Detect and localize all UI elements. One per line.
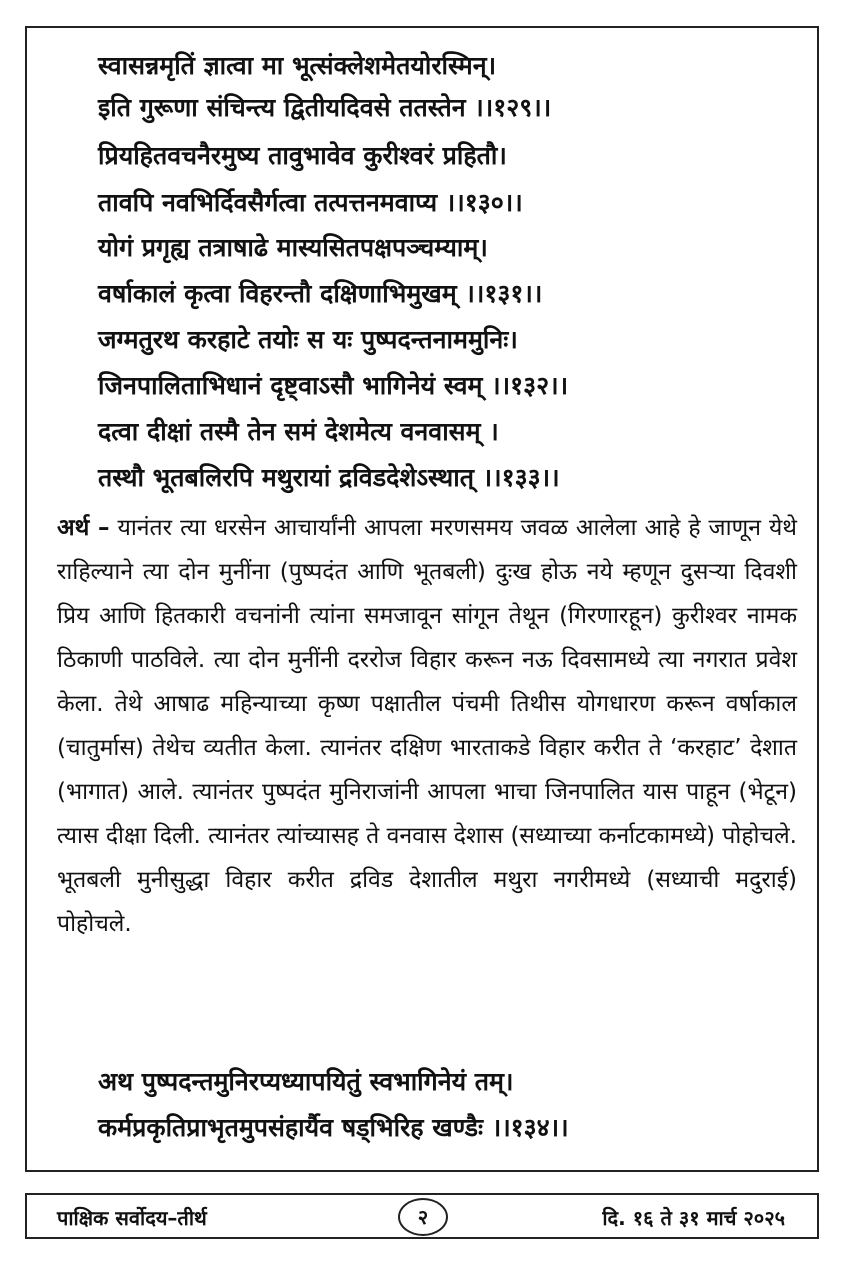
verse-line: तावपि नवभिर्दिवसैर्गत्वा तत्पत्तनमवाप्य ।।१३०।। (98, 188, 523, 217)
verse-line: जिनपालिताभिधानं दृष्ट्वाऽसौ भागिनेयं स्वम् ।।१३२।। (98, 371, 569, 400)
verse-line: इति गुरूणा संचिन्त्य द्वितीयदिवसे ततस्तेन ।।१२९।। (98, 93, 552, 122)
meaning-text: यानंतर त्या धरसेन आचार्यांनी आपला मरणसमय जवळ आलेला आहे हे जाणून येथे राहिल्याने त्या दोन मुनींना (पुष्पदंत आणि भूतबली) दुःख होऊ नये म्हणून दुसऱ्या दिवशी प्रिय आणि हितकारी वचनांनी त्यांना समजावून सांगून तेथून (गिरणारहून) कुरीश्वर नामक ठिकाणी पाठविले. त्या दोन मुनींनी दररोज विहार करून नऊ दिवसामध्ये त्या नगरात प्रवेश केला. तेथे आषाढ महिन्याच्या कृष्ण पक्षातील पंचमी तिथीस योगधारण करून वर्षाकाल (चातुर्मास) तेथेच व्यतीत केला. त्यानंतर दक्षिण भारताकडे विहार करीत ते ‘करहाट’ देशात (भागात) आले. त्यानंतर पुष्पदंत मुनिराजांनी आपला भाचा जिनपालित यास पाहून (भेटून) त्यास दीक्षा दिली. त्यानंतर त्यांच्यासह ते वनवास देशास (सध्याच्या कर्नाटकामध्ये) पोहोचले. भूतबली मुनीसुद्धा विहार करीत द्रविड देशातील मथुरा नगरीमध्ये (सध्याची मदुराई) पोहोचले. (57, 515, 798, 937)
verse-line: अथ पुष्पदन्तमुनिरप्यध्यापयितुं स्वभागिनेयं तम्। (98, 1067, 514, 1096)
verse-line: प्रियहितवचनैरमुष्य तावुभावेव कुरीश्वरं प्रहितौ। (98, 141, 507, 170)
page-number: २ (398, 1198, 448, 1236)
publication-title: पाक्षिक सर्वोदय–तीर्थ (57, 1206, 207, 1230)
verse-line: दत्वा दीक्षां तस्मै तेन समं देशमेत्य वनवासम् । (98, 417, 499, 446)
verse-line: स्वासन्नमृतिं ज्ञात्वा मा भूत्संक्लेशमेतयोरस्मिन्। (98, 51, 497, 80)
verse-line: तस्थौ भूतबलिरपि मथुरायां द्रविडदेशेऽस्थात् ।।१३३।। (98, 463, 560, 492)
verse-line: योगं प्रगृह्य तत्राषाढे मास्यसितपक्षपञ्चम्याम्। (98, 233, 488, 262)
verse-line: कर्मप्रकृतिप्राभृतमुपसंहार्यैव षड्भिरिह खण्डैः ।।१३४।। (98, 1113, 569, 1142)
verse-line: वर्षाकालं कृत्वा विहरन्तौ दक्षिणाभिमुखम् ।।१३१।। (98, 279, 543, 308)
verse-line: जग्मतुरथ करहाटे तयोः स यः पुष्पदन्तनाममुनिः। (98, 325, 518, 354)
meaning-label: अर्थ – (57, 515, 110, 541)
footer-bar (25, 1193, 819, 1239)
issue-date: दि. १६ ते ३१ मार्च २०२५ (602, 1206, 785, 1230)
meaning-paragraph (57, 506, 797, 946)
